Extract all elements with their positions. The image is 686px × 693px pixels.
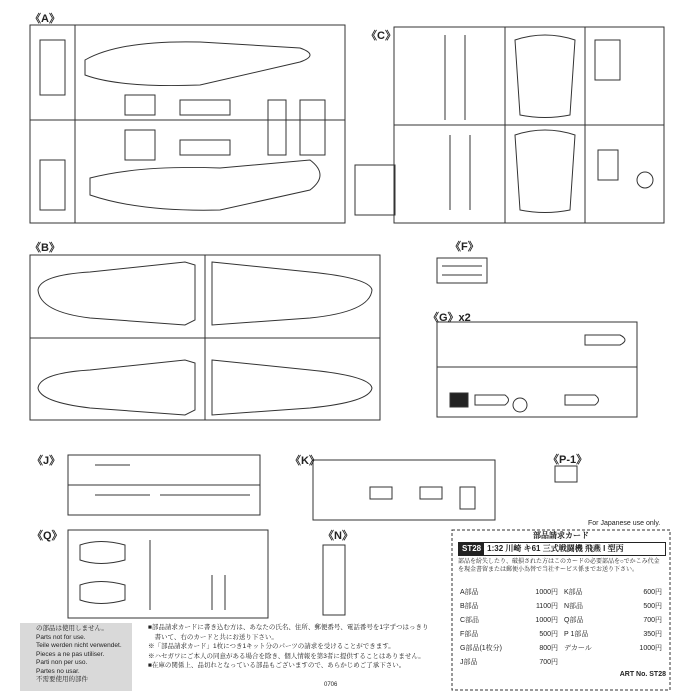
legend-line: Pieces a ne pas utiliser. [36, 650, 105, 658]
sprue-k-frame [313, 460, 495, 520]
art-number: ART No. ST28 [619, 671, 666, 678]
legend-line: の部品は使用しません。 [36, 625, 108, 632]
part-row: B部品 1100円 [460, 603, 558, 610]
note-line: ※ハセガワにご本人の同意がある場合を除き、個人情報を第3者に提供することはありません。 [148, 652, 425, 660]
legend-line: Partes no usar. [36, 667, 80, 675]
part-row: P 1部品 350円 [564, 631, 662, 638]
sprue-q-frame [68, 530, 268, 618]
wing-lower-right [212, 360, 372, 415]
fuselage-half-lower [90, 160, 320, 210]
kit-name: 1:32 川崎 キ61 三式戦闘機 飛燕 I 型丙 [487, 544, 624, 553]
legend-line: 不需要使用的部件 [36, 676, 88, 683]
part-row: G部品(1枚分) 800円 [460, 645, 558, 652]
sprue-label-f: 《F》 [450, 241, 479, 253]
sprue-a-frame [30, 25, 345, 223]
note-line: ■在庫の関係上、品切れとなっている部品もございますので、あらかじめご了承下さい。 [148, 662, 406, 669]
sprue-label-g: 《G》x2 [428, 312, 471, 324]
sprue-p1-frame [555, 466, 577, 482]
wing-upper-left [38, 262, 195, 325]
order-card-description: 部品を紛失したり、破損された方はこのカードの必要部品を○でかこみ代金を現金書留または郵便小為替で当社サービス係までお送り下さい。 [458, 559, 660, 573]
wing-upper-right [212, 262, 372, 325]
part-row: F部品 500円 [460, 631, 558, 638]
part-row: C部品 1000円 [460, 617, 558, 624]
note-line: 書いて、右のカードと共にお送り下さい。 [148, 633, 278, 641]
kit-code: ST28 [459, 543, 484, 555]
wing-lower-left [38, 360, 195, 415]
part-row: J部品 700円 [460, 659, 558, 666]
sprue-label-k: 《K》 [290, 455, 320, 467]
part-row: K部品 600円 [564, 589, 662, 596]
legend-line: Parts not for use. [36, 633, 86, 641]
order-card-title [458, 542, 666, 556]
part-row: Q部品 700円 [564, 617, 662, 624]
part-row: N部品 500円 [564, 603, 662, 610]
note-line: ■部品請求カードに書き込む方は、あなたの氏名、住所、郵便番号、電話番号を1字ずつはっきり [148, 624, 429, 631]
part-row: デカール 1000円 [564, 645, 662, 652]
sprue-label-q: 《Q》 [32, 530, 63, 542]
sprue-label-j: 《J》 [32, 455, 61, 467]
sprue-label-n: 《N》 [323, 530, 353, 542]
sprue-f-frame [437, 258, 487, 283]
order-card-header: 部品請求カード [533, 531, 589, 540]
parts-order-card [452, 530, 670, 690]
legend-line: Parti non per uso. [36, 659, 88, 666]
fuselage-half-upper [85, 42, 310, 86]
note-line: ※「部品請求カード」1枚につき1キット分のパーツの請求を受けることができます。 [148, 643, 395, 650]
sprue-label-a: 《A》 [30, 13, 60, 25]
order-notes [148, 623, 448, 671]
sprue-label-b: 《B》 [30, 242, 60, 254]
for-japanese-note: For Japanese use only. [588, 520, 661, 527]
sprue-n-frame [323, 545, 345, 615]
unused-parts-legend [36, 625, 122, 685]
legend-line: Teile werden nicht verwendet. [36, 642, 122, 649]
print-code: 0706 [324, 682, 338, 688]
part-row: A部品 1000円 [460, 589, 558, 596]
sprue-label-p1: 《P-1》 [548, 454, 588, 466]
sprue-label-c: 《C》 [366, 30, 396, 42]
